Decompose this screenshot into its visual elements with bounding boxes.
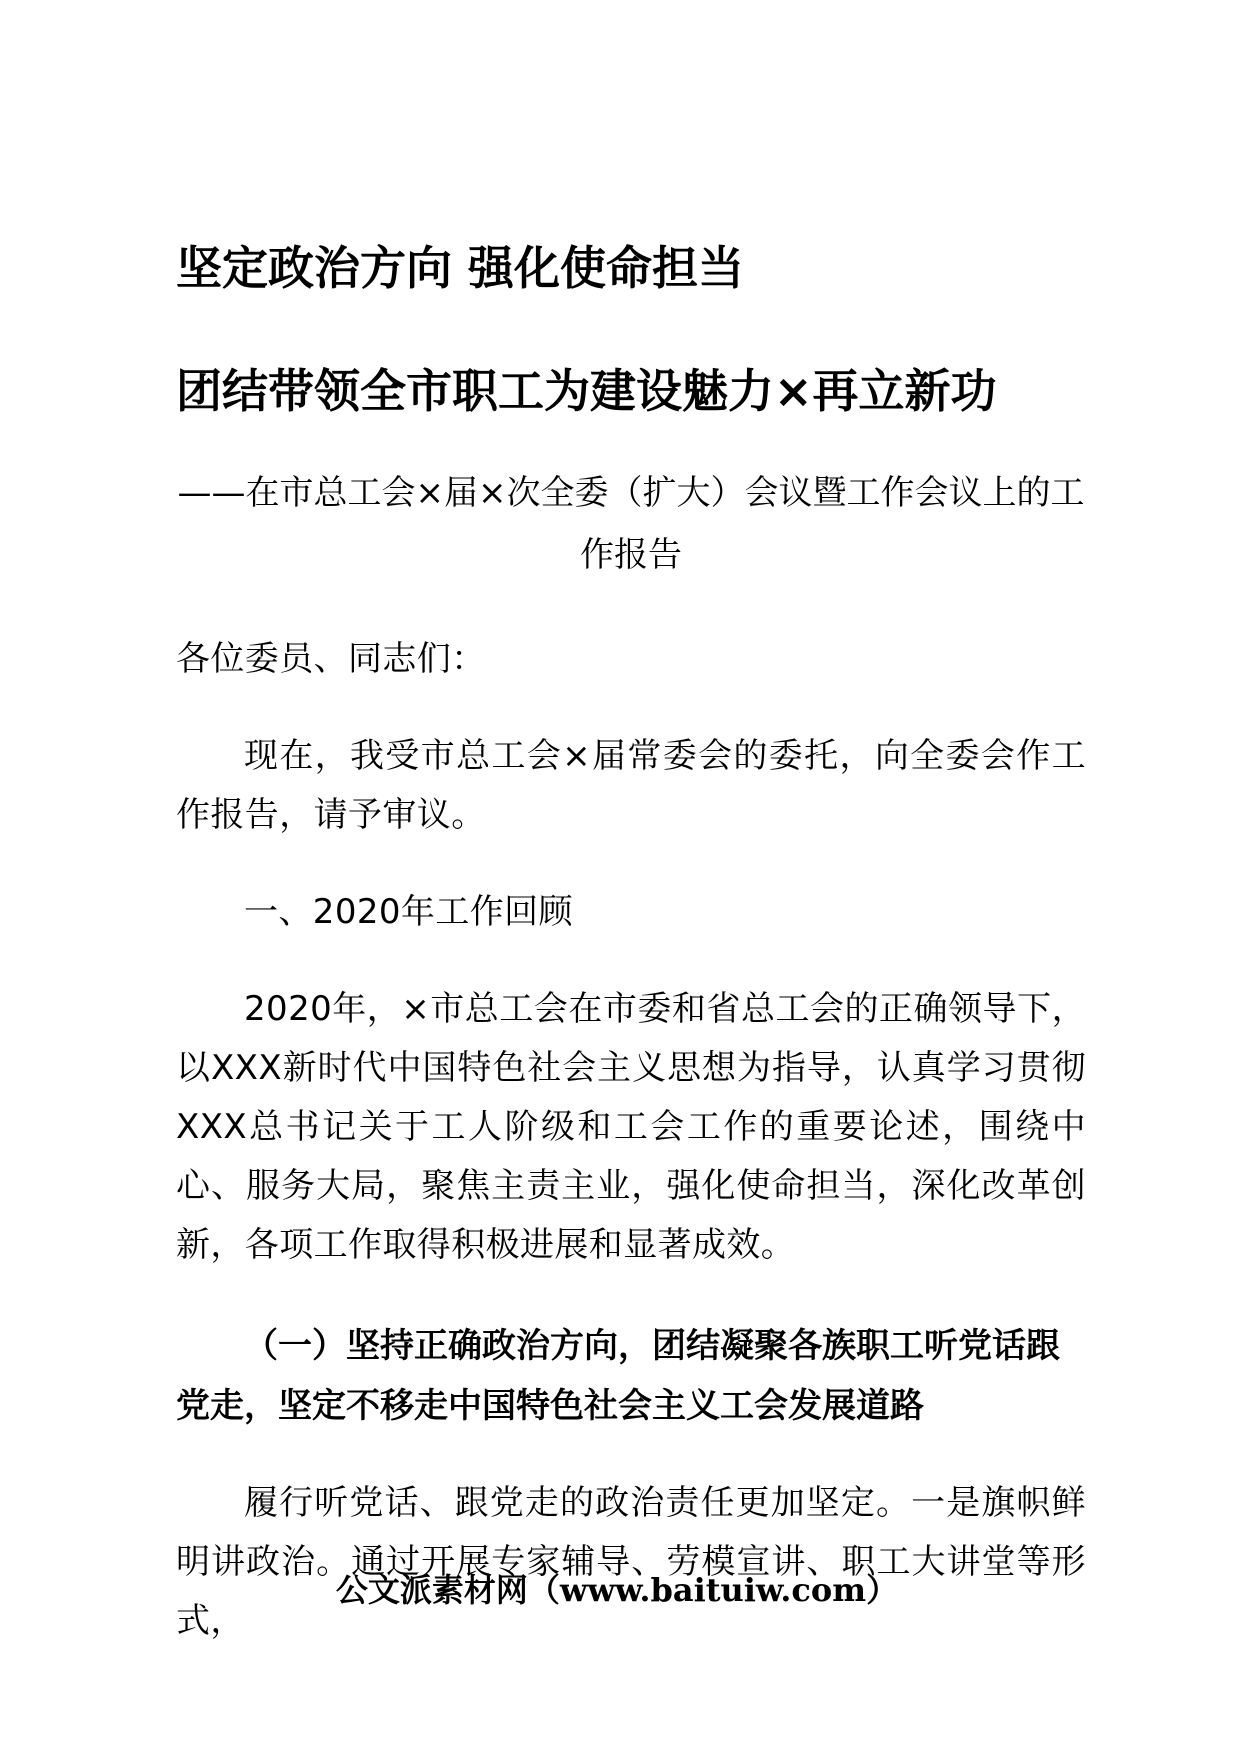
review-paragraph: 2020年，×市总工会在市委和省总工会的正确领导下，以XXX新时代中国特色社会主义思想为指导，认真学习贯彻XXX总书记关于工人阶级和工会工作的重要论述，围绕中心、服务大局，聚焦主责主业，强化使命担当，深化改革创新，各项工作取得积极进展和显著成效。 [176,989,1086,1265]
document-title-line-1: 坚定政治方向 强化使命担当 [176,241,745,295]
section-heading-review: 一、2020年工作回顾 [244,892,573,932]
document-body [176,240,1086,1651]
document-title-line-2: 团结带领全市职工为建设魅力×再立新功 [176,363,997,418]
intro-paragraph: 现在，我受市总工会×届常委会的委托，向全委会作工作报告，请予审议。 [176,736,1086,835]
document-subtitle: ——在市总工会×届×次全委（扩大）会议暨工作会议上的工作报告 [177,473,1085,575]
subsection-heading-political-direction: （一）坚持正确政治方向，团结凝聚各族职工听党话跟党走，坚定不移走中国特色社会主义工会发展道路 [176,1326,1060,1426]
source-watermark-footer: 公文派素材网（www.baituiw.com） [335,1571,899,1609]
political-duty-paragraph: 履行听党话、跟党走的政治责任更加坚定。一是旗帜鲜明讲政治。通过开展专家辅导、劳模宣讲、职工大讲堂等形式， [176,1483,1086,1641]
salutation: 各位委员、同志们： [176,639,486,679]
